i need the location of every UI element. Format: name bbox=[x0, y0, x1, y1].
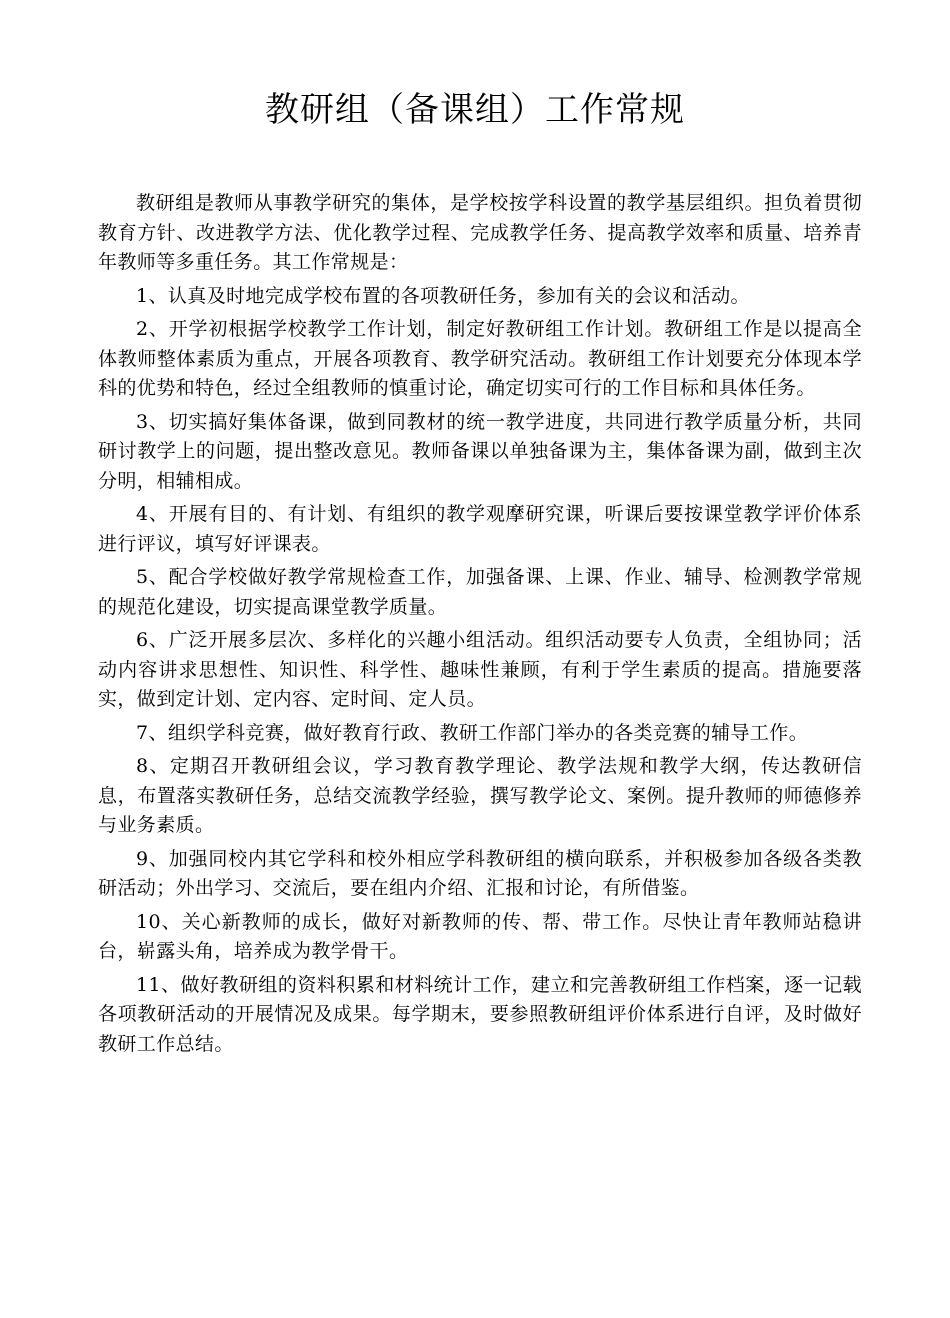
rule-item-9: 9、加强同校内其它学科和校外相应学科教研组的横向联系，并积极参加各级各类教研活动；外出学习、交流后，要在组内介绍、汇报和讨论，有所借鉴。 bbox=[98, 847, 862, 899]
rule-item-10: 10、关心新教师的成长，做好对新教师的传、帮、带工作。尽快让青年教师站稳讲台，崭露头角，培养成为教学骨干。 bbox=[98, 910, 862, 962]
document-body bbox=[98, 189, 862, 1063]
rule-item-1: 1、认真及时地完成学校布置的各项教研任务，参加有关的会议和活动。 bbox=[136, 284, 750, 307]
intro-paragraph: 教研组是教师从事教学研究的集体，是学校按学科设置的教学基层组织。担负着贯彻教育方针、改进教学方法、优化教学过程、完成教学任务、提高教学效率和质量、培养青年教师等多重任务。其工作常规是： bbox=[98, 192, 862, 273]
rule-item-2: 2、开学初根据学校教学工作计划，制定好教研组工作计划。教研组工作是以提高全体教师整体素质为重点，开展各项教育、教学研究活动。教研组工作计划要充分体现本学科的优势和特色，经过全组教师的慎重讨论，确定切实可行的工作目标和具体任务。 bbox=[98, 318, 862, 399]
rule-item-8: 8、定期召开教研组会议，学习教育教学理论、教学法规和教学大纲，传达教研信息，布置落实教研任务，总结交流教学经验，撰写教学论文、案例。提升教师的师德修养与业务素质。 bbox=[98, 755, 862, 836]
rule-item-3: 3、切实搞好集体备课，做到同教材的统一教学进度，共同进行教学质量分析，共同研讨教学上的问题，提出整改意见。教师备课以单独备课为主，集体备课为副，做到主次分明，相辅相成。 bbox=[98, 410, 862, 492]
rule-item-4: 4、开展有目的、有计划、有组织的教学观摩研究课，听课后要按课堂教学评价体系进行评议，填写好评课表。 bbox=[98, 503, 862, 555]
rule-item-7: 7、组织学科竞赛，做好教育行政、教研工作部门举办的各类竞赛的辅导工作。 bbox=[136, 721, 809, 744]
rule-item-6: 6、广泛开展多层次、多样化的兴趣小组活动。组织活动要专人负责，全组协同；活动内容讲求思想性、知识性、科学性、趣味性兼顾，有利于学生素质的提高。措施要落实，做到定计划、定内容、定时间、定人员。 bbox=[98, 629, 862, 710]
rule-item-5: 5、配合学校做好教学常规检查工作，加强备课、上课、作业、辅导、检测教学常规的规范化建设，切实提高课堂教学质量。 bbox=[98, 566, 862, 618]
rule-item-11: 11、做好教研组的资料积累和材料统计工作，建立和完善教研组工作档案，逐一记载各项教研活动的开展情况及成果。每学期末，要参照教研组评价体系进行自评，及时做好教研工作总结。 bbox=[98, 973, 862, 1055]
document-title: 教研组（备课组）工作常规 bbox=[265, 90, 685, 130]
